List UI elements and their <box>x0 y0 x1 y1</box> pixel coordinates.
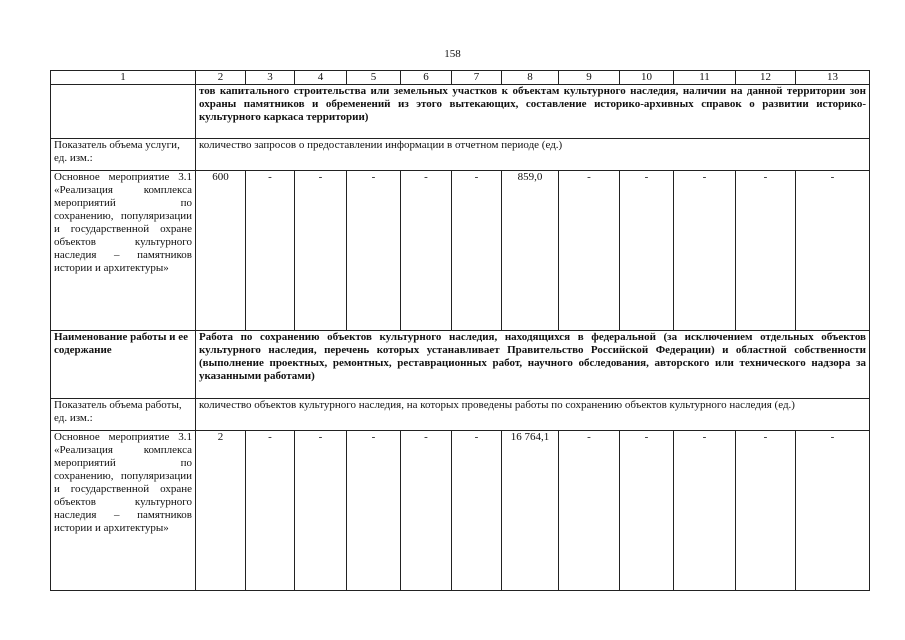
column-number: 10 <box>620 71 674 85</box>
column-number: 4 <box>295 71 347 85</box>
value-cell: - <box>347 431 401 591</box>
work-text: Работа по сохранению объектов культурного наследия, находящихся в федеральной (за исключением отдельных объектов культурного наследия, перечень которых устанавливает Правительство Российской Федерации) и областной собственности (выполнение проектных, ремонтных, реставрационных работ, научного обследования, авторского или технического надзора за указанными работами) <box>196 331 870 399</box>
value-cell: - <box>674 171 736 331</box>
indicator-row-1 <box>51 139 870 171</box>
value-cell: - <box>295 431 347 591</box>
value-cell: - <box>736 431 796 591</box>
value-cell: 2 <box>196 431 246 591</box>
column-number: 12 <box>736 71 796 85</box>
column-number: 1 <box>51 71 196 85</box>
work-label: Наименование работы и ее содержание <box>51 331 196 399</box>
column-number: 2 <box>196 71 246 85</box>
value-cell: - <box>559 171 620 331</box>
value-cell: 600 <box>196 171 246 331</box>
column-number-row <box>51 71 870 85</box>
value-cell: - <box>796 431 870 591</box>
value-cell: - <box>620 171 674 331</box>
empty-cell <box>51 85 196 139</box>
page-number: 158 <box>444 48 461 60</box>
value-cell: - <box>559 431 620 591</box>
column-number: 9 <box>559 71 620 85</box>
continuation-row <box>51 85 870 139</box>
indicator-text: количество запросов о предоставлении информации в отчетном периоде (ед.) <box>196 139 870 171</box>
value-cell: - <box>295 171 347 331</box>
activity-label: Основное мероприятие 3.1 «Реализация комплекса мероприятий по сохранению, популяризации и государственной охране объектов культурного наследия – памятников истории и архитектуры» <box>51 431 196 591</box>
value-cell: - <box>246 171 295 331</box>
budget-table <box>50 70 870 591</box>
column-number: 6 <box>401 71 452 85</box>
indicator-label: Показатель объема работы, ед. изм.: <box>51 399 196 431</box>
value-cell: - <box>401 431 452 591</box>
activity-row-1 <box>51 171 870 331</box>
indicator-row-2 <box>51 399 870 431</box>
value-cell: - <box>620 431 674 591</box>
value-cell: - <box>246 431 295 591</box>
value-cell: - <box>452 431 502 591</box>
column-number: 3 <box>246 71 295 85</box>
column-number: 11 <box>674 71 736 85</box>
value-cell: - <box>796 171 870 331</box>
column-number: 13 <box>796 71 870 85</box>
value-cell: - <box>347 171 401 331</box>
indicator-text: количество объектов культурного наследия, на которых проведены работы по сохранению объектов культурного наследия (ед.) <box>196 399 870 431</box>
value-cell: - <box>736 171 796 331</box>
work-row <box>51 331 870 399</box>
column-number: 7 <box>452 71 502 85</box>
column-number: 5 <box>347 71 401 85</box>
value-cell: 859,0 <box>502 171 559 331</box>
column-number: 8 <box>502 71 559 85</box>
value-cell: 16 764,1 <box>502 431 559 591</box>
activity-label: Основное мероприятие 3.1 «Реализация комплекса мероприятий по сохранению, популяризации и государственной охране объектов культурного наследия – памятников истории и архитектуры» <box>51 171 196 331</box>
continuation-text: тов капитального строительства или земельных участков к объектам культурного наследия, наличии на данной территории зон охраны памятников и обременений из этого вытекающих, составление историко-архивных справок о развитии историко-культурного каркаса территории) <box>196 85 870 139</box>
value-cell: - <box>401 171 452 331</box>
indicator-label: Показатель объема услуги, ед. изм.: <box>51 139 196 171</box>
value-cell: - <box>674 431 736 591</box>
activity-row-2 <box>51 431 870 591</box>
value-cell: - <box>452 171 502 331</box>
